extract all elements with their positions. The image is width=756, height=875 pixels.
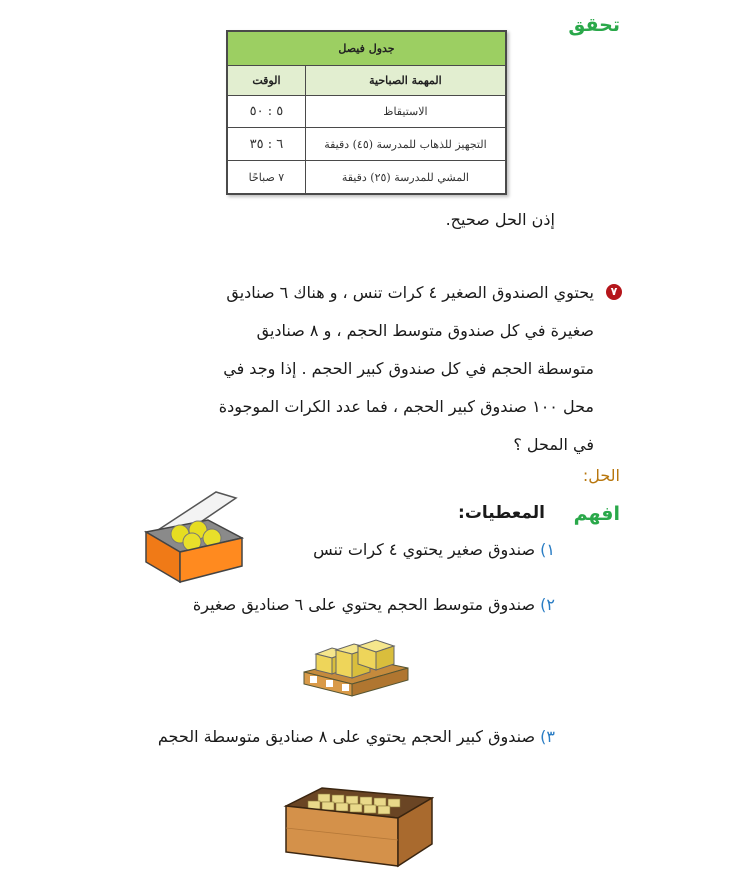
question-line: متوسطة الحجم في كل صندوق كبير الحجم . إذا وجد في [223,359,594,378]
question-line: في المحل ؟ [513,435,594,454]
large-box-icon [282,782,434,870]
table-row [228,95,506,128]
question-line: يحتوي الصندوق الصغير ٤ كرات تنس ، و هناك ٦ صناديق [226,283,594,302]
question-line: صغيرة في كل صندوق متوسط الحجم ، و ٨ صناديق [256,321,594,340]
table-cell-task: الاستيقاظ [305,95,505,128]
check-conclusion: إذن الحل صحيح. [445,210,555,229]
check-section-title: تحقق [568,14,620,36]
table-row [228,128,506,161]
given-item-number: ٣) [540,727,555,746]
solution-label: الحل: [582,466,620,485]
question-line: محل ١٠٠ صندوق كبير الحجم ، فما عدد الكرات الموجودة [218,397,594,416]
given-item-text: صندوق صغير يحتوي ٤ كرات تنس [313,540,536,559]
given-item-text: صندوق متوسط الحجم يحتوي على ٦ صناديق صغيرة [192,595,536,614]
given-item-3 [60,727,555,746]
table-cell-time: ٦ : ٣٥ [228,128,306,161]
table-title: جدول فيصل [228,32,506,66]
table-header-time: الوقت [228,65,306,95]
schedule-table [226,30,507,195]
table-header-task: المهمة الصباحية [305,65,505,95]
given-item-number: ١) [540,540,555,559]
table-row [228,161,506,194]
medium-box-icon [302,634,410,700]
given-item-2 [100,595,555,614]
givens-label: المعطيات: [458,503,545,523]
table-cell-time: ٥ : ٥٠ [228,95,306,128]
question-number-badge: ٧ [606,284,622,300]
given-item-text: صندوق كبير الحجم يحتوي على ٨ صناديق متوسطة الحجم [157,727,536,746]
given-item-number: ٢) [540,595,555,614]
table-cell-task: التجهيز للذهاب للمدرسة (٤٥) دقيقة [305,128,505,161]
table-cell-time: ٧ صباحًا [228,161,306,194]
given-item-1 [200,540,555,559]
small-box-tennis-balls-icon [138,490,250,586]
table-cell-task: المشي للمدرسة (٢٥) دقيقة [305,161,505,194]
understand-label: افهم [573,503,620,525]
